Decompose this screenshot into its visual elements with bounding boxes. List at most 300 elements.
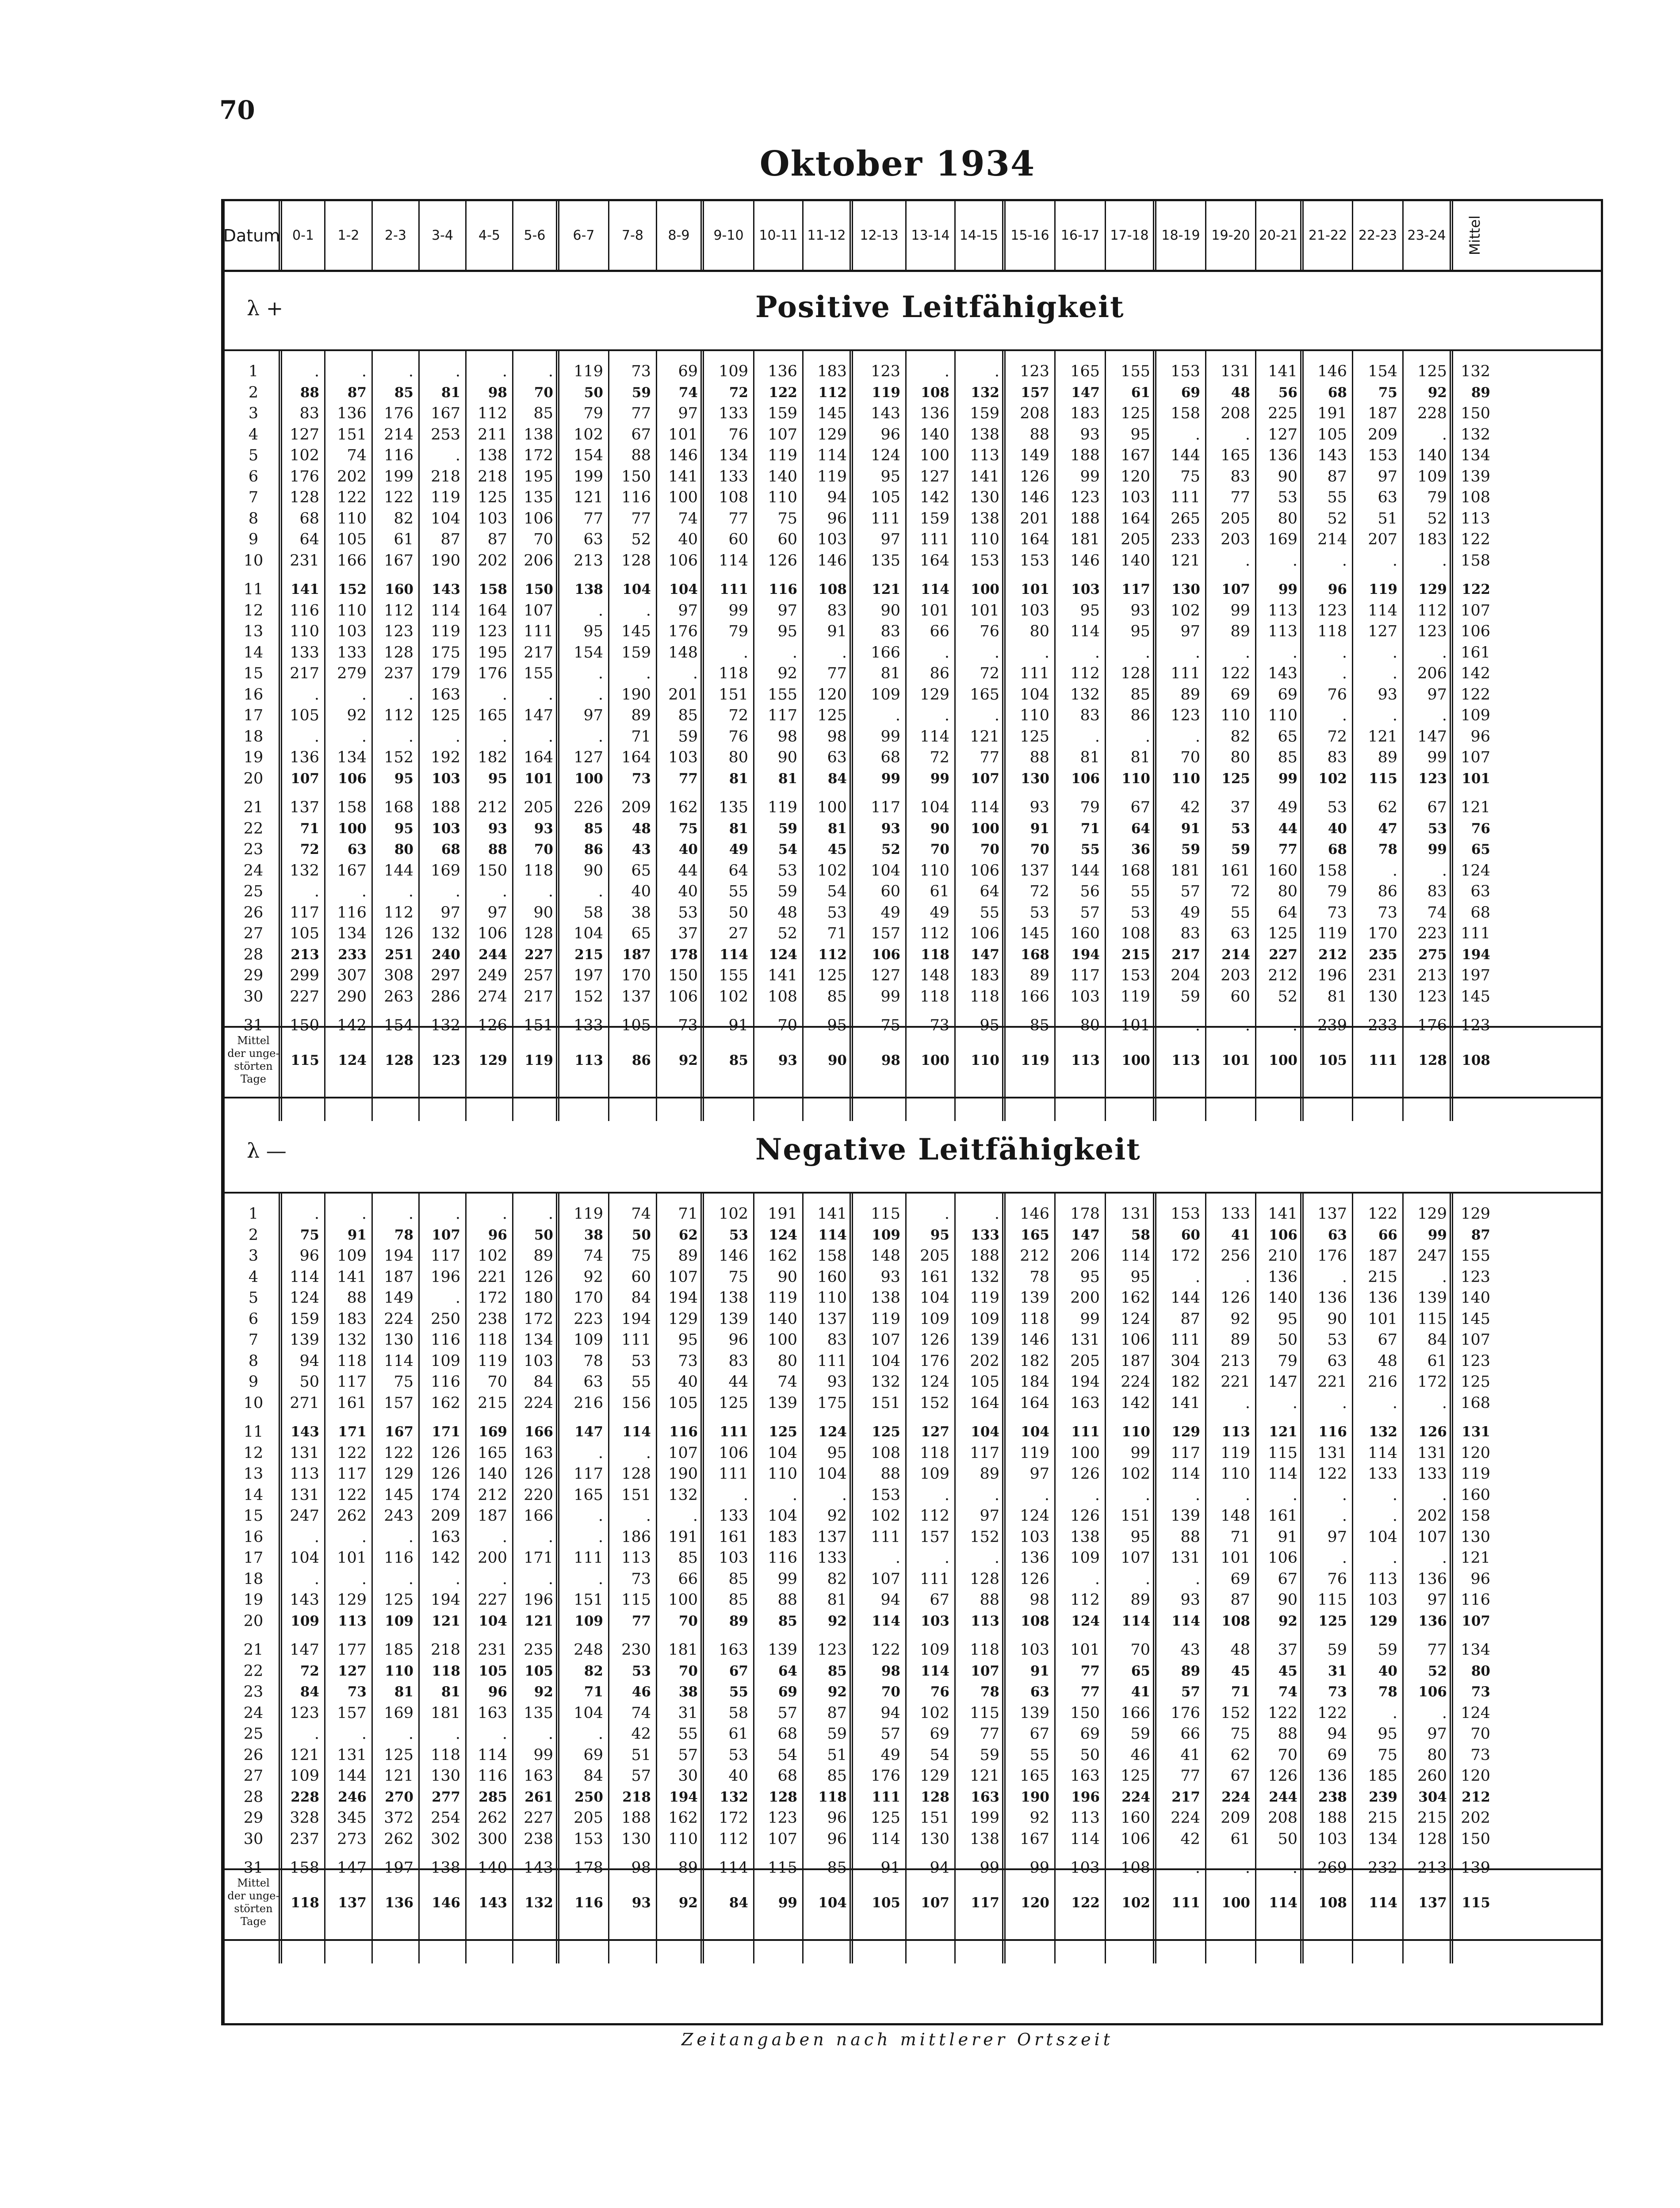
value-cell: 52 (777, 925, 797, 942)
value-cell: 65 (631, 861, 651, 880)
value-cell: 139 (970, 1331, 999, 1349)
date-cell: 28 (243, 945, 264, 964)
value-cell: 77 (631, 1613, 651, 1629)
value-cell: 265 (1171, 509, 1200, 528)
value-cell: 161 (1461, 643, 1490, 662)
value-cell: 124 (920, 1373, 949, 1391)
value-cell: 99 (533, 1746, 553, 1764)
value-cell: 136 (1317, 1289, 1347, 1307)
value-cell: 75 (394, 1373, 413, 1391)
value-cell: 148 (871, 1247, 900, 1265)
value-cell: 111 (1171, 1331, 1200, 1349)
value-cell: 125 (431, 707, 460, 724)
value-cell: 126 (478, 1017, 507, 1034)
value-cell: 96 (880, 425, 900, 444)
value-cell: 127 (574, 749, 603, 766)
value-cell: 95 (488, 770, 507, 787)
value-cell: 125 (817, 707, 847, 724)
date-cell: 17 (243, 1549, 264, 1567)
value-cell: 270 (385, 1789, 413, 1805)
value-cell: 119 (1121, 987, 1150, 1006)
value-cell: 86 (584, 842, 603, 857)
value-cell: 95 (1278, 1310, 1297, 1328)
value-cell: 143 (432, 582, 460, 597)
value-cell: . (895, 707, 900, 724)
value-cell: 49 (880, 903, 900, 922)
value-cell: 45 (827, 842, 847, 857)
value-cell: 96 (299, 1247, 319, 1265)
value-cell: 66 (1378, 1227, 1397, 1243)
value-cell: 158 (1317, 861, 1347, 880)
value-cell: 63 (1470, 883, 1490, 900)
value-cell: 123 (817, 1641, 847, 1659)
value-cell: 125 (1020, 727, 1049, 746)
value-cell: 205 (574, 1809, 603, 1827)
value-cell: 145 (621, 623, 651, 640)
section-rule (225, 1192, 1601, 1194)
value-cell: 90 (583, 861, 603, 880)
value-cell: 151 (524, 1017, 553, 1034)
value-cell: 154 (574, 643, 603, 662)
value-cell: 92 (827, 1613, 847, 1629)
value-cell: 104 (1021, 1424, 1049, 1440)
value-cell: 109 (920, 1310, 949, 1328)
value-cell: 121 (574, 489, 603, 506)
value-cell: 96 (827, 1830, 847, 1848)
value-cell: 180 (524, 1289, 553, 1307)
value-cell: 73 (1470, 1746, 1490, 1764)
value-cell: 212 (478, 799, 507, 816)
value-cell: 227 (524, 946, 553, 963)
mean-value: 92 (678, 1895, 698, 1911)
value-cell: 107 (1417, 1528, 1447, 1546)
value-cell: 96 (827, 1809, 847, 1827)
value-cell: 140 (920, 425, 949, 444)
value-cell: 90 (930, 820, 949, 837)
value-cell: 125 (384, 1746, 413, 1764)
value-cell: 114 (817, 447, 847, 464)
date-cell: 21 (243, 799, 264, 816)
value-cell: 101 (1462, 770, 1490, 787)
value-cell: 81 (1327, 987, 1347, 1006)
mean-value: 105 (1318, 1052, 1347, 1068)
value-cell: 227 (290, 987, 319, 1006)
value-cell: 109 (574, 1331, 603, 1349)
value-cell: 123 (1171, 707, 1200, 724)
value-cell: 85 (728, 1591, 748, 1609)
value-cell: 275 (1418, 946, 1447, 963)
value-cell: 55 (729, 1684, 748, 1700)
value-cell: 84 (1427, 1331, 1447, 1349)
value-cell: 69 (1230, 685, 1250, 704)
value-cell: 194 (1071, 946, 1100, 963)
value-cell: 99 (1080, 467, 1100, 486)
value-cell: 64 (980, 883, 999, 900)
value-cell: 102 (817, 861, 847, 880)
value-cell: 170 (621, 967, 651, 984)
value-cell: 95 (678, 1331, 698, 1349)
value-cell: 83 (728, 1352, 748, 1370)
value-cell: 120 (1121, 467, 1150, 486)
value-cell: 121 (1368, 727, 1397, 746)
value-cell: 163 (524, 1767, 553, 1785)
value-cell: 87 (1180, 1310, 1200, 1328)
value-cell: . (548, 1725, 553, 1743)
value-cell: 116 (669, 1424, 698, 1440)
mean-value: 128 (385, 1052, 413, 1068)
value-cell: 164 (970, 1394, 999, 1412)
value-cell: 150 (621, 467, 651, 486)
value-cell: 125 (478, 489, 507, 506)
value-cell: 101 (1070, 1641, 1100, 1659)
value-cell: 53 (1130, 903, 1150, 922)
value-cell: 38 (631, 903, 651, 922)
date-cell: 3 (248, 1247, 259, 1265)
value-cell: . (1245, 1268, 1250, 1286)
value-cell: 146 (1070, 551, 1100, 570)
value-cell: 139 (1461, 467, 1490, 486)
value-cell: . (598, 665, 603, 682)
value-cell: 51 (631, 1746, 651, 1764)
value-cell: 142 (1121, 1394, 1150, 1412)
value-cell: . (408, 1205, 413, 1223)
value-cell: 81 (729, 820, 748, 837)
value-cell: 187 (622, 946, 651, 963)
value-cell: 190 (668, 1465, 698, 1483)
value-cell: 77 (1080, 1663, 1100, 1679)
value-cell: 130 (1021, 770, 1049, 787)
value-cell: 155 (719, 967, 748, 984)
value-cell: 101 (1121, 1017, 1150, 1034)
value-cell: 168 (1021, 946, 1049, 963)
value-cell: 108 (768, 987, 797, 1006)
value-cell: 89 (1130, 1591, 1150, 1609)
value-cell: 137 (290, 799, 319, 816)
mean-value: 114 (1369, 1895, 1397, 1911)
value-cell: 74 (631, 1704, 651, 1722)
date-cell: 19 (243, 749, 264, 766)
value-cell: 58 (728, 1704, 748, 1722)
value-cell: 134 (719, 447, 748, 464)
mean-value: 84 (729, 1895, 748, 1911)
value-cell: 52 (1427, 1663, 1447, 1679)
mean-value: 124 (338, 1052, 367, 1068)
value-cell: 80 (1278, 883, 1297, 900)
value-cell: 96 (488, 1684, 507, 1700)
value-cell: 175 (817, 1394, 847, 1412)
value-cell: 77 (728, 509, 748, 528)
date-cell: 30 (243, 987, 264, 1006)
value-cell: . (1442, 425, 1447, 444)
value-cell: 302 (431, 1830, 460, 1848)
value-cell: 72 (980, 665, 999, 682)
value-cell: 112 (818, 946, 847, 963)
value-cell: . (1342, 551, 1347, 570)
header-hour: 6-7 (559, 201, 609, 270)
value-cell: 79 (1327, 883, 1347, 900)
value-cell: 217 (524, 987, 553, 1006)
mean-value: 119 (1021, 1052, 1049, 1068)
value-cell: . (1342, 1507, 1347, 1525)
value-cell: 167 (1020, 1830, 1049, 1848)
value-cell: 140 (768, 467, 797, 486)
value-cell: 250 (431, 1310, 460, 1328)
value-cell: 77 (827, 665, 847, 682)
value-cell: 182 (1171, 1373, 1200, 1391)
value-cell: 75 (631, 1247, 651, 1265)
value-cell: 178 (669, 946, 698, 963)
value-cell: 256 (1221, 1247, 1250, 1265)
value-cell: 150 (290, 1017, 319, 1034)
value-cell: 49 (880, 1746, 900, 1764)
mean-value: 120 (1021, 1895, 1049, 1911)
value-cell: 55 (1130, 883, 1150, 900)
value-cell: . (1442, 551, 1447, 570)
value-cell: 215 (1417, 1809, 1447, 1827)
value-cell: 74 (1427, 903, 1447, 922)
value-cell: 254 (431, 1809, 460, 1827)
value-cell: 129 (1418, 582, 1447, 597)
value-cell: 127 (290, 425, 319, 444)
value-cell: 114 (719, 551, 748, 570)
value-cell: 91 (880, 1859, 900, 1877)
value-cell: 122 (384, 1444, 413, 1462)
value-cell: . (548, 727, 553, 746)
value-cell: 165 (1021, 1227, 1049, 1243)
value-cell: 50 (584, 384, 603, 401)
lambda-symbol: λ — (247, 1139, 287, 1163)
value-cell: 165 (1070, 363, 1100, 380)
value-cell: 130 (384, 1331, 413, 1349)
value-cell: 129 (1417, 1205, 1447, 1223)
value-cell: 52 (881, 842, 900, 857)
value-cell: 145 (1020, 925, 1049, 942)
mean-value: 108 (1462, 1052, 1490, 1068)
value-cell: 197 (384, 1859, 413, 1877)
value-cell: 165 (970, 685, 999, 704)
value-cell: 206 (1417, 665, 1447, 682)
value-cell: 95 (394, 770, 413, 787)
value-cell: 66 (678, 1570, 698, 1588)
value-cell: 118 (920, 1444, 949, 1462)
value-cell: 107 (1121, 1549, 1150, 1567)
value-cell: 115 (621, 1591, 651, 1609)
value-cell: 113 (971, 1613, 999, 1629)
value-cell: 105 (478, 1663, 507, 1679)
date-cell: 31 (243, 1017, 264, 1034)
value-cell: 217 (524, 643, 553, 662)
value-cell: 104 (431, 509, 460, 528)
value-cell: 40 (678, 883, 698, 900)
mean-value: 111 (1171, 1895, 1200, 1911)
value-cell: . (548, 685, 553, 704)
value-cell: 225 (1268, 405, 1297, 422)
value-cell: 97 (980, 1507, 999, 1525)
value-cell: 163 (1070, 1394, 1100, 1412)
value-cell: 49 (1278, 799, 1297, 816)
date-cell: 4 (248, 1268, 259, 1286)
value-cell: . (1442, 707, 1447, 724)
value-cell: 67 (1278, 1570, 1297, 1588)
value-cell: 64 (299, 531, 319, 548)
value-cell: 152 (574, 987, 603, 1006)
value-cell: 46 (631, 1684, 651, 1700)
value-cell: 111 (719, 1465, 748, 1483)
date-cell: 18 (243, 727, 264, 746)
date-cell: 10 (243, 1394, 264, 1412)
value-cell: 87 (487, 531, 507, 548)
value-cell: 116 (769, 582, 797, 597)
value-cell: 57 (678, 1746, 698, 1764)
value-cell: 163 (719, 1641, 748, 1659)
value-cell: 190 (431, 551, 460, 570)
value-cell: 137 (817, 1310, 847, 1328)
value-cell: 90 (1278, 1591, 1297, 1609)
value-cell: 62 (678, 1227, 698, 1243)
value-cell: 151 (337, 425, 367, 444)
value-cell: 53 (1327, 1331, 1347, 1349)
value-cell: 213 (1417, 1859, 1447, 1877)
value-cell: 124 (1461, 1704, 1490, 1722)
value-cell: 116 (290, 601, 319, 620)
value-cell: 112 (1070, 665, 1100, 682)
value-cell: 53 (678, 903, 698, 922)
header-hour: 7-8 (609, 201, 657, 270)
table-header (225, 201, 1601, 272)
value-cell: 109 (871, 685, 900, 704)
value-cell: 177 (337, 1641, 367, 1659)
value-cell: 140 (1461, 1289, 1490, 1307)
value-cell: 91 (347, 1227, 367, 1243)
date-cell: 21 (243, 1641, 264, 1659)
value-cell: 138 (970, 1830, 999, 1848)
value-cell: 104 (971, 1424, 999, 1440)
value-cell: 95 (1080, 601, 1100, 620)
value-cell: 77 (678, 770, 698, 787)
value-cell: 119 (1020, 1444, 1049, 1462)
value-cell: 87 (827, 1704, 847, 1722)
value-cell: 88 (1029, 425, 1049, 444)
header-mittel-label: Mittel (1466, 215, 1483, 256)
value-cell: 107 (668, 1268, 698, 1286)
value-cell: 122 (337, 489, 367, 506)
value-cell: 111 (871, 1528, 900, 1546)
value-cell: 136 (1417, 1570, 1447, 1588)
value-cell: 121 (1461, 799, 1490, 816)
value-cell: 145 (384, 1486, 413, 1504)
value-cell: 109 (920, 1465, 949, 1483)
value-cell: 111 (872, 1789, 900, 1805)
value-cell: 201 (668, 685, 698, 704)
value-cell: 43 (1180, 1641, 1200, 1659)
value-cell: 60 (631, 1268, 651, 1286)
value-cell: 44 (678, 861, 698, 880)
value-cell: 172 (524, 1310, 553, 1328)
value-cell: 102 (290, 447, 319, 464)
value-cell: 133 (719, 1507, 748, 1525)
value-cell: . (1145, 727, 1150, 746)
value-cell: 104 (478, 1613, 507, 1629)
value-cell: . (314, 727, 319, 746)
value-cell: 124 (769, 1227, 797, 1243)
value-cell: 97 (583, 707, 603, 724)
value-cell: 243 (384, 1507, 413, 1525)
value-cell: 190 (621, 685, 651, 704)
header-hour: 19-20 (1206, 201, 1256, 270)
value-cell: 49 (930, 903, 949, 922)
value-cell: 118 (970, 987, 999, 1006)
value-cell: 161 (719, 1528, 748, 1546)
value-cell: 131 (1221, 363, 1250, 380)
value-cell: 96 (1470, 727, 1490, 746)
value-cell: 104 (1020, 685, 1049, 704)
value-cell: 112 (920, 925, 949, 942)
value-cell: 57 (1180, 883, 1200, 900)
value-cell: 93 (488, 820, 507, 837)
value-cell: 70 (534, 842, 553, 857)
value-cell: 90 (1278, 467, 1297, 486)
value-cell: 227 (524, 1809, 553, 1827)
value-cell: 99 (777, 1570, 797, 1588)
value-cell: 235 (524, 1641, 553, 1659)
value-cell: 113 (1268, 601, 1297, 620)
header-hour: 12-13 (853, 201, 907, 270)
value-cell: 169 (431, 861, 460, 880)
value-cell: 108 (921, 384, 949, 401)
value-cell: . (548, 363, 553, 380)
value-cell: 124 (1461, 861, 1490, 880)
value-cell: 106 (1269, 1227, 1297, 1243)
value-cell: 87 (440, 531, 460, 548)
value-cell: 114 (920, 727, 949, 746)
value-cell: 64 (778, 1663, 797, 1679)
value-cell: 87 (1327, 467, 1347, 486)
mean-rule (225, 1026, 1601, 1028)
value-cell: 61 (1131, 384, 1150, 401)
value-cell: 155 (524, 665, 553, 682)
value-cell: 103 (1368, 1591, 1397, 1609)
value-cell: 143 (871, 405, 900, 422)
value-cell: 137 (621, 987, 651, 1006)
value-cell: 70 (533, 531, 553, 548)
value-cell: 110 (1268, 707, 1297, 724)
value-cell: 223 (1417, 925, 1447, 942)
value-cell: 111 (817, 1352, 847, 1370)
value-cell: 176 (1317, 1247, 1347, 1265)
page-title: Oktober 1934 (759, 144, 1036, 184)
value-cell: 59 (827, 1725, 847, 1743)
value-cell: 85 (1029, 1017, 1049, 1034)
value-cell: 69 (678, 363, 698, 380)
value-cell: 72 (300, 1663, 319, 1679)
value-cell: 251 (385, 946, 413, 963)
value-cell: 159 (970, 405, 999, 422)
value-cell: 80 (728, 749, 748, 766)
value-cell: 70 (534, 384, 553, 401)
value-cell: . (944, 1486, 949, 1504)
value-cell: 30 (678, 1767, 698, 1785)
value-cell: 150 (668, 967, 698, 984)
value-cell: . (792, 1486, 797, 1504)
value-cell: 123 (1461, 1352, 1490, 1370)
value-cell: 99 (1130, 1444, 1150, 1462)
value-cell: 95 (394, 820, 413, 837)
value-cell: 104 (871, 861, 900, 880)
value-cell: 92 (1230, 1310, 1250, 1328)
value-cell: 119 (478, 1352, 507, 1370)
value-cell: 92 (1278, 1613, 1297, 1629)
date-cell: 29 (243, 1809, 264, 1827)
